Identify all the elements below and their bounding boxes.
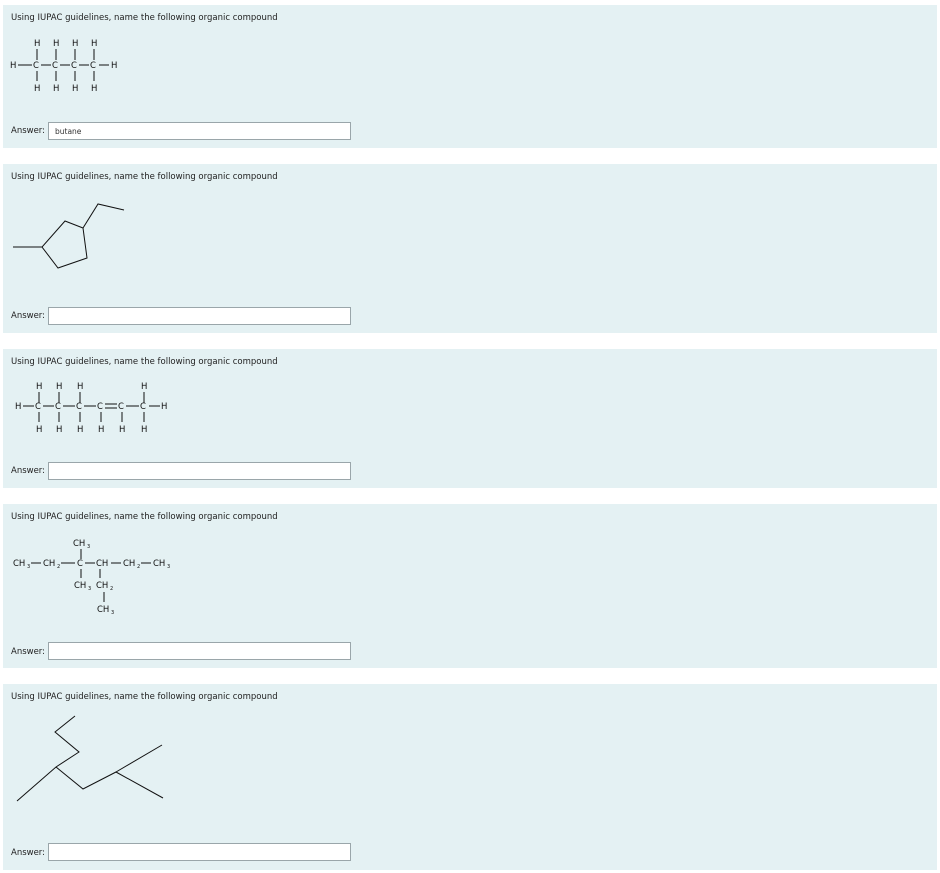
svg-text:H: H — [34, 84, 41, 94]
svg-text:H: H — [111, 61, 118, 71]
svg-text:CH: CH — [43, 559, 56, 569]
structure-skeletal-branched — [3, 714, 203, 824]
answer-input[interactable] — [48, 307, 351, 325]
structure-cyclopentane — [3, 200, 143, 280]
svg-text:2: 2 — [110, 586, 114, 592]
svg-text:H: H — [34, 39, 41, 49]
svg-text:CH: CH — [153, 559, 166, 569]
svg-text:H: H — [161, 402, 168, 412]
svg-text:C: C — [90, 61, 96, 71]
question-1 — [3, 5, 937, 148]
answer-label: Answer: — [11, 311, 46, 321]
svg-text:CH: CH — [96, 559, 109, 569]
svg-text:CH: CH — [97, 605, 110, 615]
svg-text:H: H — [56, 425, 63, 435]
svg-text:CH: CH — [73, 539, 86, 549]
answer-label: Answer: — [11, 466, 46, 476]
svg-text:3: 3 — [167, 564, 171, 570]
svg-text:C: C — [33, 61, 39, 71]
question-5 — [3, 684, 937, 870]
svg-text:H: H — [91, 39, 98, 49]
svg-text:H: H — [56, 382, 63, 392]
question-prompt: Using IUPAC guidelines, name the following organic compound — [11, 512, 278, 522]
svg-text:3: 3 — [111, 610, 115, 616]
answer-label: Answer: — [11, 647, 46, 657]
svg-text:H: H — [15, 402, 22, 412]
question-prompt: Using IUPAC guidelines, name the following organic compound — [11, 357, 278, 367]
answer-input[interactable] — [48, 462, 351, 480]
svg-text:3: 3 — [88, 586, 92, 592]
svg-text:3: 3 — [87, 544, 91, 550]
svg-text:CH: CH — [123, 559, 136, 569]
svg-text:C: C — [55, 402, 61, 412]
structure-condensed — [3, 536, 203, 621]
answer-input[interactable] — [48, 642, 351, 660]
question-prompt: Using IUPAC guidelines, name the following organic compound — [11, 13, 278, 23]
svg-text:H: H — [53, 39, 60, 49]
svg-text:H: H — [72, 84, 79, 94]
svg-text:C: C — [52, 61, 58, 71]
svg-text:H: H — [77, 425, 84, 435]
structure-alkene — [3, 379, 183, 444]
svg-text:C: C — [97, 402, 103, 412]
svg-text:CH: CH — [74, 581, 87, 591]
answer-input[interactable] — [48, 843, 351, 861]
answer-label: Answer: — [11, 848, 46, 858]
svg-text:H: H — [141, 425, 148, 435]
question-4 — [3, 504, 937, 668]
svg-text:2: 2 — [137, 564, 141, 570]
question-3 — [3, 349, 937, 488]
svg-text:C: C — [118, 402, 124, 412]
svg-text:C: C — [35, 402, 41, 412]
svg-text:C: C — [76, 402, 82, 412]
question-prompt: Using IUPAC guidelines, name the following organic compound — [11, 172, 278, 182]
question-2 — [3, 164, 937, 333]
svg-text:H: H — [141, 382, 148, 392]
svg-text:H: H — [119, 425, 126, 435]
answer-input[interactable] — [48, 122, 351, 140]
svg-text:2: 2 — [57, 564, 61, 570]
svg-text:H: H — [77, 382, 84, 392]
svg-text:H: H — [36, 425, 43, 435]
svg-text:C: C — [71, 61, 77, 71]
svg-text:3: 3 — [27, 564, 31, 570]
svg-text:CH: CH — [96, 581, 109, 591]
svg-text:C: C — [77, 559, 83, 569]
svg-text:CH: CH — [13, 559, 26, 569]
structure-butane — [3, 35, 133, 105]
svg-text:H: H — [91, 84, 98, 94]
svg-text:H: H — [36, 382, 43, 392]
svg-text:C: C — [140, 402, 146, 412]
svg-text:H: H — [53, 84, 60, 94]
answer-label: Answer: — [11, 126, 46, 136]
svg-text:H: H — [10, 61, 17, 71]
question-prompt: Using IUPAC guidelines, name the following organic compound — [11, 692, 278, 702]
svg-text:H: H — [72, 39, 79, 49]
svg-text:H: H — [98, 425, 105, 435]
